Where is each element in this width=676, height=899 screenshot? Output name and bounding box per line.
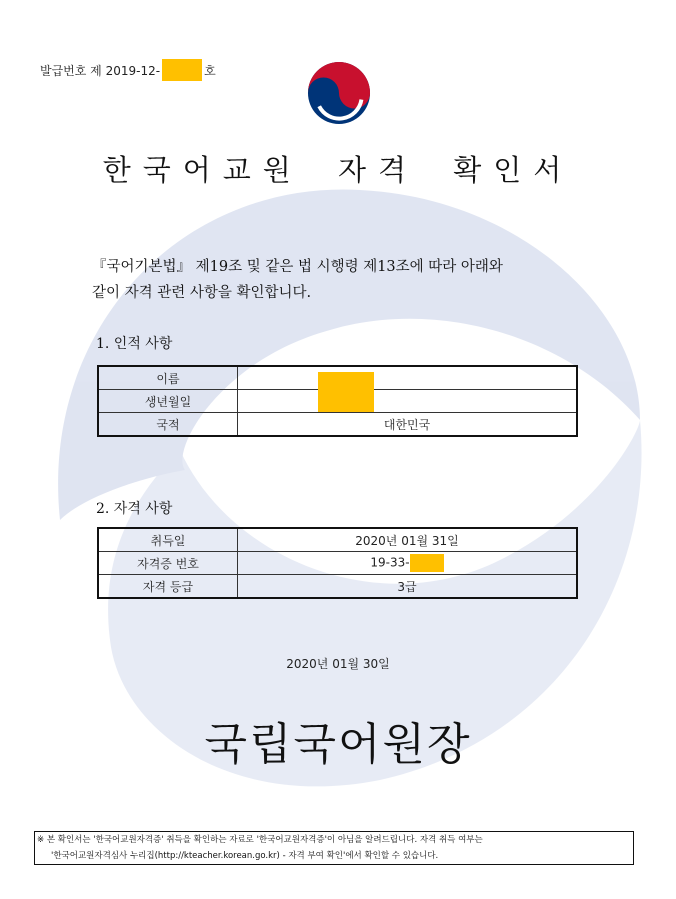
name-label: 이름 [98,366,238,390]
certificate-number-redaction [410,554,444,572]
birthdate-value [238,390,578,413]
issuer-signature: 국립국어원장 [204,719,472,770]
table-row [98,413,577,437]
issue-number-suffix: 호 [204,64,216,78]
personal-heading: 1. 인적 사항 [96,336,173,352]
intro-line-2: 같이 자격 관련 사항을 확인합니다. [92,285,312,301]
table-row [98,528,577,552]
table-row [98,552,577,575]
document-title: 한국어교원 자격 확인서 [102,153,574,187]
table-row [98,575,577,599]
nationality-value: 대한민국 [238,413,578,437]
name-value [238,366,578,390]
issue-number [40,62,216,81]
issue-number-redaction [162,59,202,81]
intro-text [92,254,592,306]
notice-box [34,831,634,865]
grade-label: 자격 등급 [98,575,238,599]
certificate-number-cell [238,552,578,575]
birthdate-label: 생년월일 [98,390,238,413]
grade-value: 3급 [238,575,578,599]
qualification-heading: 2. 자격 사항 [96,501,173,517]
nationality-label: 국적 [98,413,238,437]
acquired-date-value: 2020년 01월 31일 [238,528,578,552]
acquired-date-label: 취득일 [98,528,238,552]
issue-number-prefix: 발급번호 제 2019-12- [40,64,161,78]
notice-line-1: ※ 본 확인서는 '한국어교원자격증' 취득을 확인하는 자료로 '한국어교원자격증'이 아님을 알려드립니다. 자격 취득 여부는 [37,835,483,845]
issue-date: 2020년 01월 30일 [286,657,390,671]
certificate-number-value: 19-33- [370,555,410,570]
notice-line-2: '한국어교원자격심사 누리집(http://kteacher.korean.go.kr) - 자격 부여 확인'에서 확인할 수 있습니다. [51,851,439,861]
name-birthdate-redaction [318,372,374,412]
taegeuk-emblem-icon [306,60,372,126]
certificate-number-label: 자격증 번호 [98,552,238,575]
qualification-table [97,527,578,599]
intro-line-1: 『국어기본법』 제19조 및 같은 법 시행령 제13조에 따라 아래와 [92,259,503,275]
